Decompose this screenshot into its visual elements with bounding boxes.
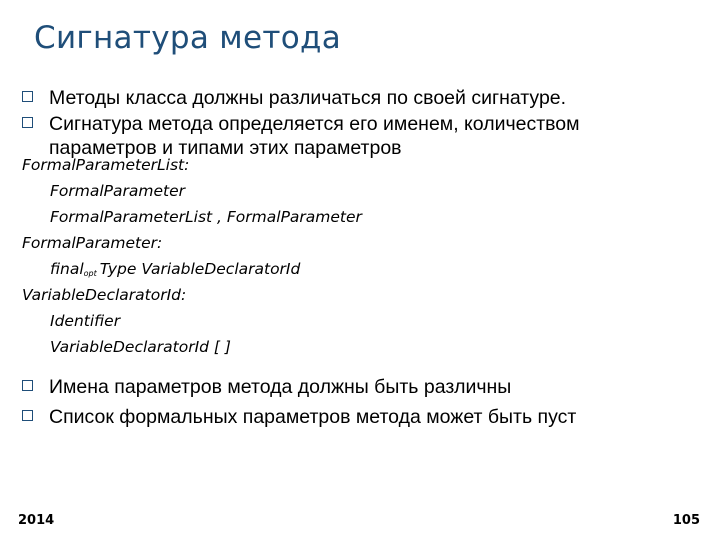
final-keyword: final — [50, 260, 84, 278]
hollow-square-bullet-icon — [22, 91, 33, 102]
bullet-text: Список формальных параметров метода может быть пуст — [49, 406, 577, 428]
page-number: 105 — [672, 513, 700, 528]
hollow-square-bullet-icon — [22, 410, 33, 421]
opt-subscript: opt — [83, 269, 97, 278]
grammar-block — [22, 152, 362, 360]
grammar-line — [22, 256, 362, 282]
grammar-line: VariableDeclaratorId [ ] — [50, 338, 231, 356]
bullet-item — [22, 375, 702, 399]
grammar-line: VariableDeclaratorId: — [22, 286, 187, 304]
slide-title: Сигнатура метода — [34, 20, 341, 56]
type-declarator: Type VariableDeclaratorId — [99, 260, 301, 278]
hollow-square-bullet-icon — [22, 380, 33, 391]
bullet-text: Сигнатура метода определяется его именем, количеством параметров и типами этих параметров — [49, 113, 580, 159]
bullet-item — [22, 86, 702, 110]
grammar-line: Identifier — [50, 312, 121, 330]
grammar-line: FormalParameter: — [22, 234, 163, 252]
bullet-item — [22, 405, 662, 429]
footer-year: 2014 — [18, 513, 55, 528]
bullet-text: Методы класса должны различаться по своей сигнатуре. — [49, 87, 567, 109]
grammar-line: FormalParameterList , FormalParameter — [50, 208, 362, 226]
grammar-line: FormalParameter — [50, 182, 186, 200]
hollow-square-bullet-icon — [22, 117, 33, 128]
grammar-line: FormalParameterList: — [22, 156, 190, 174]
bullet-text: Имена параметров метода должны быть различны — [49, 376, 512, 398]
